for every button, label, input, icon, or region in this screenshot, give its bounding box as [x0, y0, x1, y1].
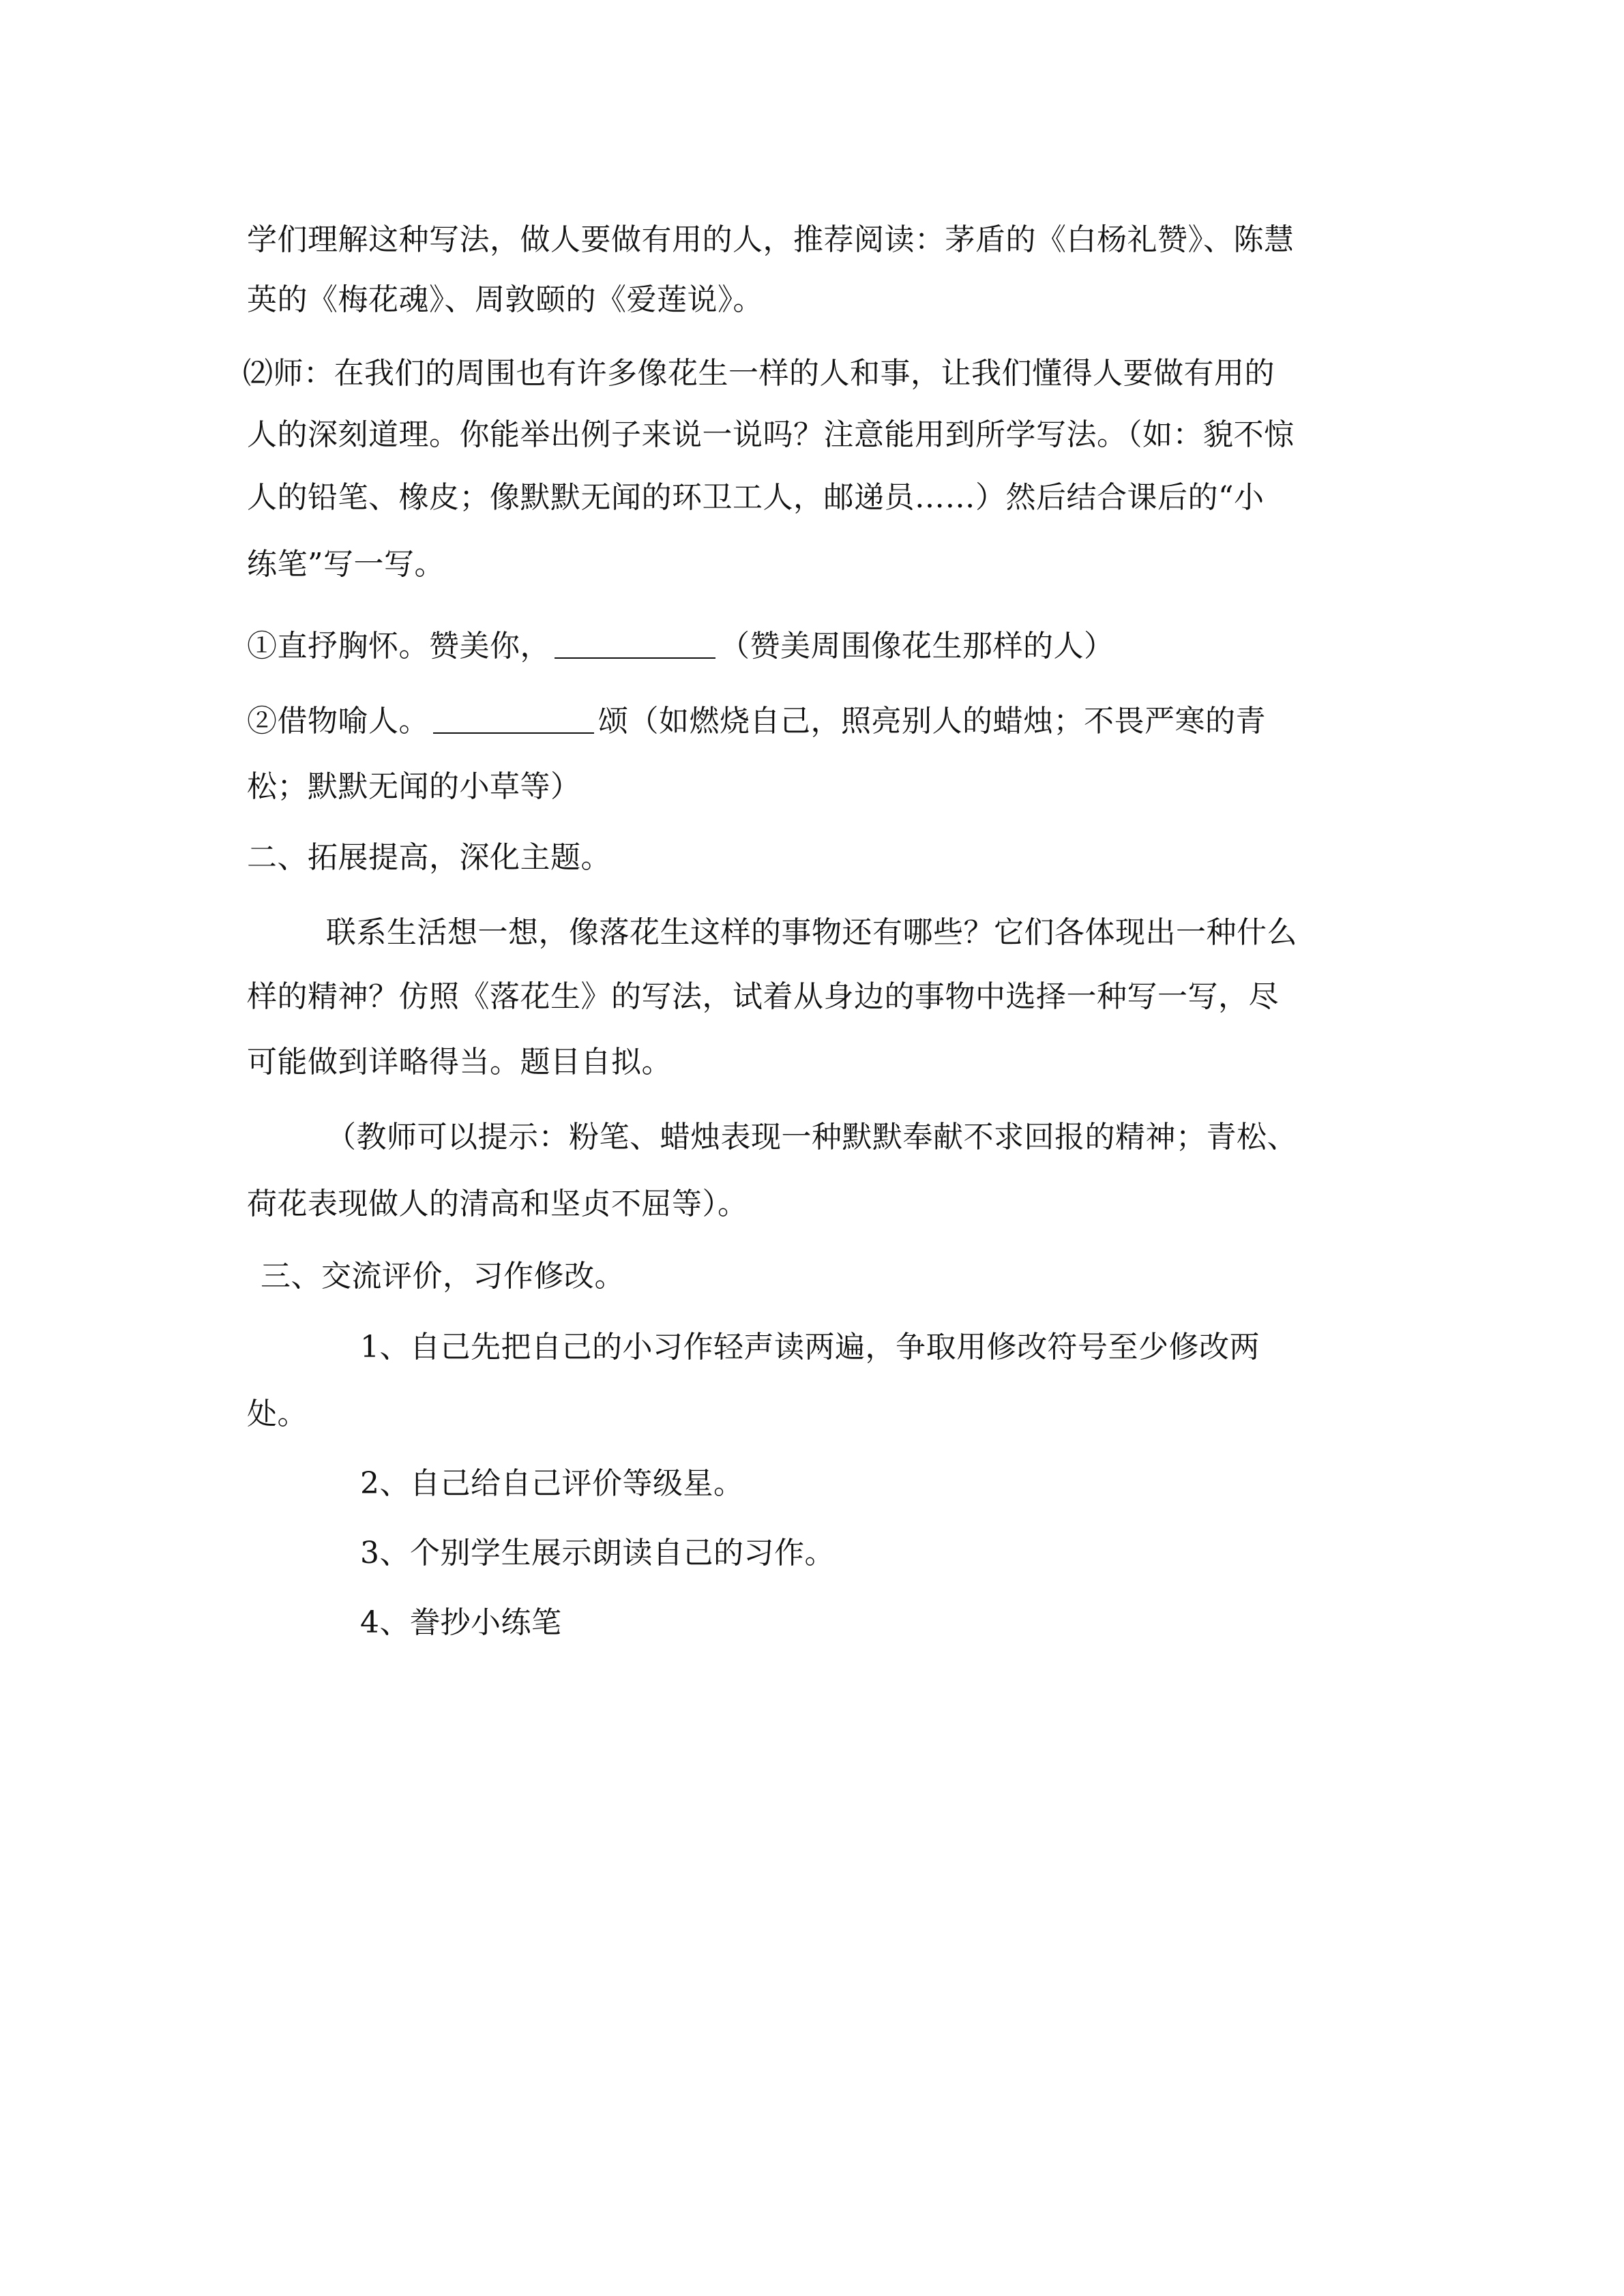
exercise-item-2-prefix: ②借物喻人。	[247, 704, 429, 739]
paragraph-line-2: 英的《梅花魂》、周敦颐的《爱莲说》。	[247, 282, 763, 317]
exercise-item-2-continuation: 松；默默无闻的小草等）	[247, 769, 581, 804]
exercise-item-1-suffix: （赞美周围像花生那样的人）	[720, 629, 1114, 664]
exercise-item-1	[247, 626, 1114, 667]
paragraph-line-4: 人的深刻道理。你能举出例子来说一说吗？注意能用到所学写法。（如：貌不惊	[247, 417, 1295, 452]
section-2-hint-line-1: （教师可以提示：粉笔、蜡烛表现一种默默奉献不求回报的精神；青松、	[326, 1120, 1297, 1154]
fill-in-blank-1	[555, 630, 715, 659]
section-2-hint-line-2: 荷花表现做人的清高和坚贞不屈等）。	[247, 1187, 748, 1221]
section-3-item-3: 3、个别学生展示朗读自己的习作。	[360, 1536, 835, 1570]
paragraph-line-1: 学们理解这种写法，做人要做有用的人，推荐阅读：茅盾的《白杨礼赞》、陈慧	[247, 222, 1295, 257]
section-2-paragraph-line-2: 样的精神？仿照《落花生》的写法，试着从身边的事物中选择一种写一写，尽	[247, 979, 1279, 1014]
section-3-heading: 三、交流评价，习作修改。	[261, 1259, 625, 1294]
exercise-item-2-suffix: 颂（如燃烧自己，照亮别人的蜡烛；不畏严寒的青	[598, 704, 1266, 739]
paragraph-line-6: 练笔”写一写。	[247, 547, 445, 582]
exercise-item-2	[247, 701, 1266, 742]
section-2-paragraph-line-3: 可能做到详略得当。题目自拟。	[247, 1045, 672, 1079]
section-2-heading: 二、拓展提高，深化主题。	[247, 840, 611, 875]
paragraph-line-5: 人的铅笔、橡皮；像默默无闻的环卫工人，邮递员……）然后结合课后的“小	[247, 480, 1265, 515]
paragraph-line-3: ⑵师：在我们的周围也有许多像花生一样的人和事，让我们懂得人要做有用的	[243, 356, 1275, 391]
section-3-item-1: 1、自己先把自己的小习作轻声读两遍，争取用修改符号至少修改两	[360, 1330, 1260, 1365]
fill-in-blank-2	[433, 705, 594, 734]
section-3-item-4: 4、誊抄小练笔	[360, 1605, 562, 1640]
section-3-item-2: 2、自己给自己评价等级星。	[360, 1466, 744, 1501]
section-3-item-1-continuation: 处。	[247, 1397, 308, 1431]
exercise-item-1-prefix: ①直抒胸怀。赞美你，	[247, 629, 550, 664]
section-2-paragraph-line-1: 联系生活想一想，像落花生这样的事物还有哪些？它们各体现出一种什么	[326, 915, 1297, 950]
